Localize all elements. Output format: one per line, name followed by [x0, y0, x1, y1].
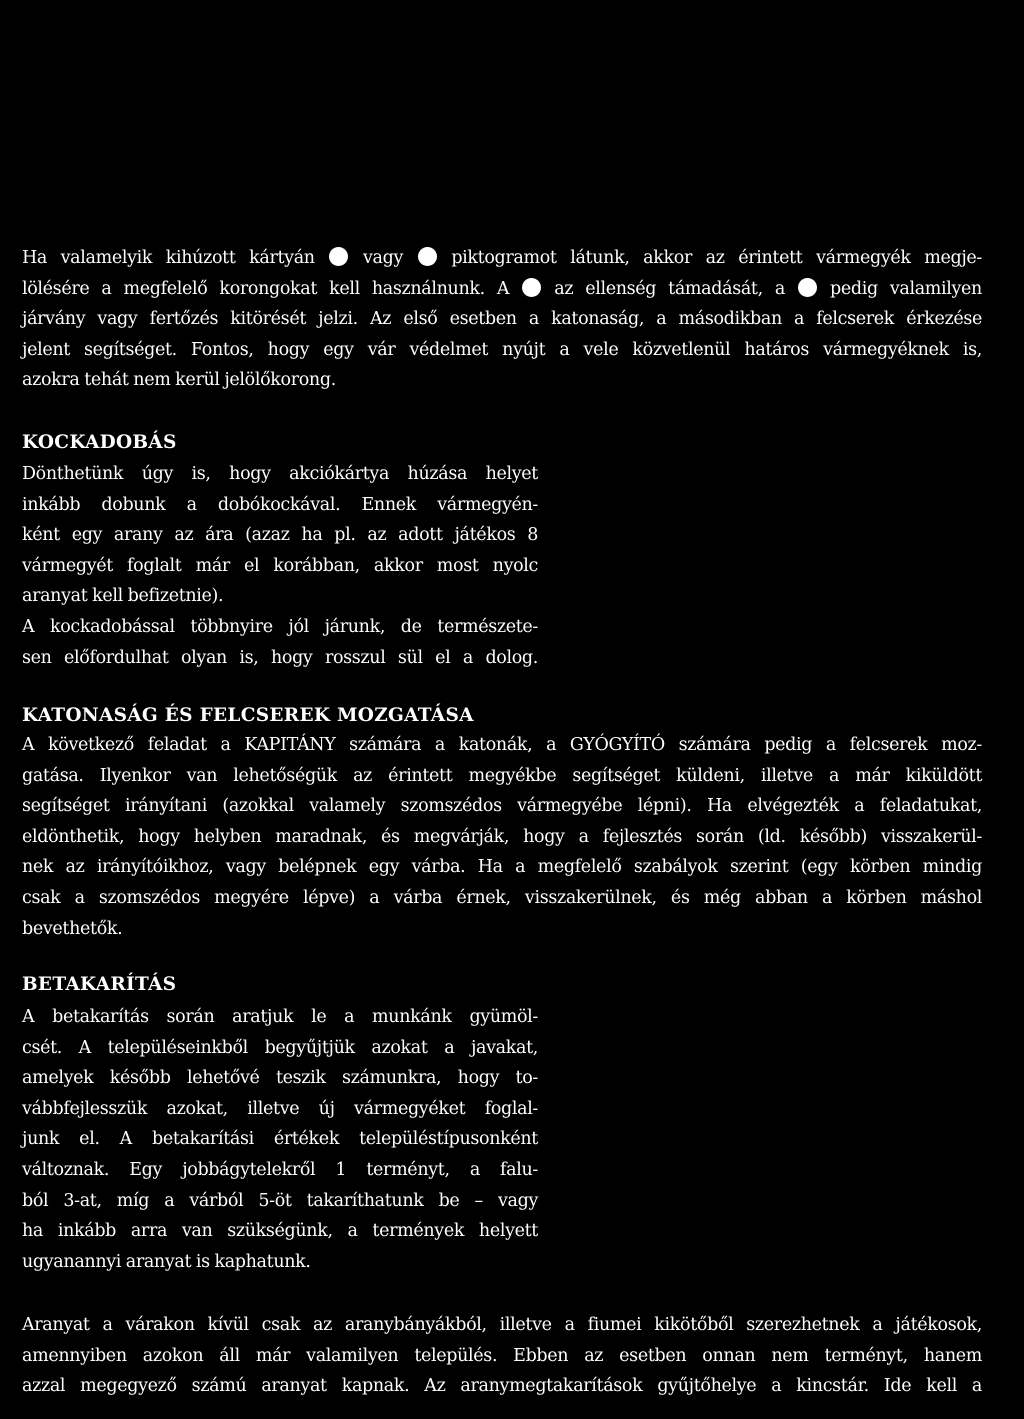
body-line: eldönthetik, hogy helyben maradnak, és megvárják, hogy a fejlesztés során (ld. később) visszakerül- [22, 826, 982, 847]
intro-line: azokra tehát nem kerül jelölőkorong. [22, 370, 336, 391]
body-line: A betakarítás során aratjuk le a munkánk gyümöl- [22, 1007, 538, 1027]
epidemic-pictogram-icon [418, 247, 437, 266]
betakaritas-paragraph [22, 1002, 538, 1277]
body-line: gatása. Ilyenkor van lehetőségük az érintett megyékbe segítséget küldeni, illetve a már kiküldött [22, 765, 982, 786]
body-line: aranyat kell befizetnie). [22, 586, 224, 607]
body-line: nek az irányítóikhoz, vagy belépnek egy várba. Ha a megfelelő szabályok szerint (egy körben mindig [22, 857, 982, 878]
body-line: ugyanannyi aranyat is kaphatunk. [22, 1251, 311, 1272]
kockadobas-paragraph [22, 459, 538, 673]
body-line: bevethetők. [22, 918, 123, 939]
body-line: amelyek később lehetővé teszik számunkra, hogy to- [22, 1068, 538, 1089]
section-heading-betakaritas: BETAKARÍTÁS [22, 974, 177, 995]
body-line: segítséget irányítani (azokkal valamely szomszédos vármegyébe lépni). Ha elvégezték a feladatukat, [22, 796, 982, 817]
body-line: sen előfordulhat olyan is, hogy rosszul sül el a dolog. [22, 647, 538, 668]
body-line: inkább dobunk a dobókockával. Ennek vármegyén- [22, 494, 538, 515]
katonasag-paragraph [22, 730, 982, 944]
intro-paragraph [22, 243, 982, 396]
intro-line: járvány vagy fertőzés kitörését jelzi. Az első esetben a katonaság, a másodikban a felcserek érkezése [22, 309, 982, 330]
body-line: ként egy arany az ára (azaz ha pl. az adott játékos 8 [22, 525, 538, 546]
body-line: junk el. A betakarítási értékek településtípusonként [22, 1129, 538, 1150]
section-heading-katonasag: KATONASÁG ÉS FELCSEREK MOZGATÁSA [22, 705, 474, 726]
section-heading-kockadobas: KOCKADOBÁS [22, 432, 177, 453]
body-line: A következő feladat a KAPITÁNY számára a katonák, a GYÓGYÍTÓ számára pedig a felcserek moz- [22, 735, 982, 755]
closing-paragraph [22, 1310, 982, 1402]
body-line: A kockadobással többnyire jól járunk, de természete- [22, 616, 538, 637]
body-line: vármegyét foglalt már el korábban, akkor most nyolc [22, 555, 538, 576]
body-line: azzal megegyező számú aranyat kapnak. Az aranymegtakarítások gyűjtőhelye a kincstár. Ide kell a [22, 1376, 982, 1397]
body-line: Dönthetünk úgy is, hogy akciókártya húzása helyet [22, 464, 538, 484]
intro-line: lölésére a megfelelő korongokat kell használnunk. A az ellenség támadását, a pedig valamilyen [22, 278, 982, 299]
body-line: Aranyat a várakon kívül csak az aranybányákból, illetve a fiumei kikötőből szerezhetnek a játékosok, [22, 1315, 982, 1335]
body-line: változnak. Egy jobbágytelekről 1 terményt, a falu- [22, 1159, 538, 1180]
epidemic-pictogram-icon [798, 278, 817, 297]
body-line: ból 3-at, míg a várból 5-öt takaríthatunk be – vagy [22, 1190, 538, 1211]
enemy-attack-pictogram-icon [522, 278, 541, 297]
enemy-attack-pictogram-icon [329, 247, 348, 266]
body-line: csét. A településeinkből begyűjtjük azokat a javakat, [22, 1037, 538, 1058]
intro-line: jelent segítséget. Fontos, hogy egy vár védelmet nyújt a vele közvetlenül határos vármegyéknek is, [22, 339, 982, 360]
body-line: csak a szomszédos megyére lépve) a várba érnek, visszakerülnek, és még abban a körben máshol [22, 887, 982, 908]
body-line: vábbfejlesszük azokat, illetve új vármegyéket foglal- [22, 1098, 538, 1119]
intro-line: Ha valamelyik kihúzott kártyán vagy piktogramot látunk, akkor az érintett vármegyék megje- [22, 248, 982, 268]
body-line: ha inkább arra van szükségünk, a termények helyett [22, 1221, 538, 1242]
body-line: amennyiben azokon áll már valamilyen település. Ebben az esetben onnan nem terményt, hanem [22, 1345, 982, 1366]
